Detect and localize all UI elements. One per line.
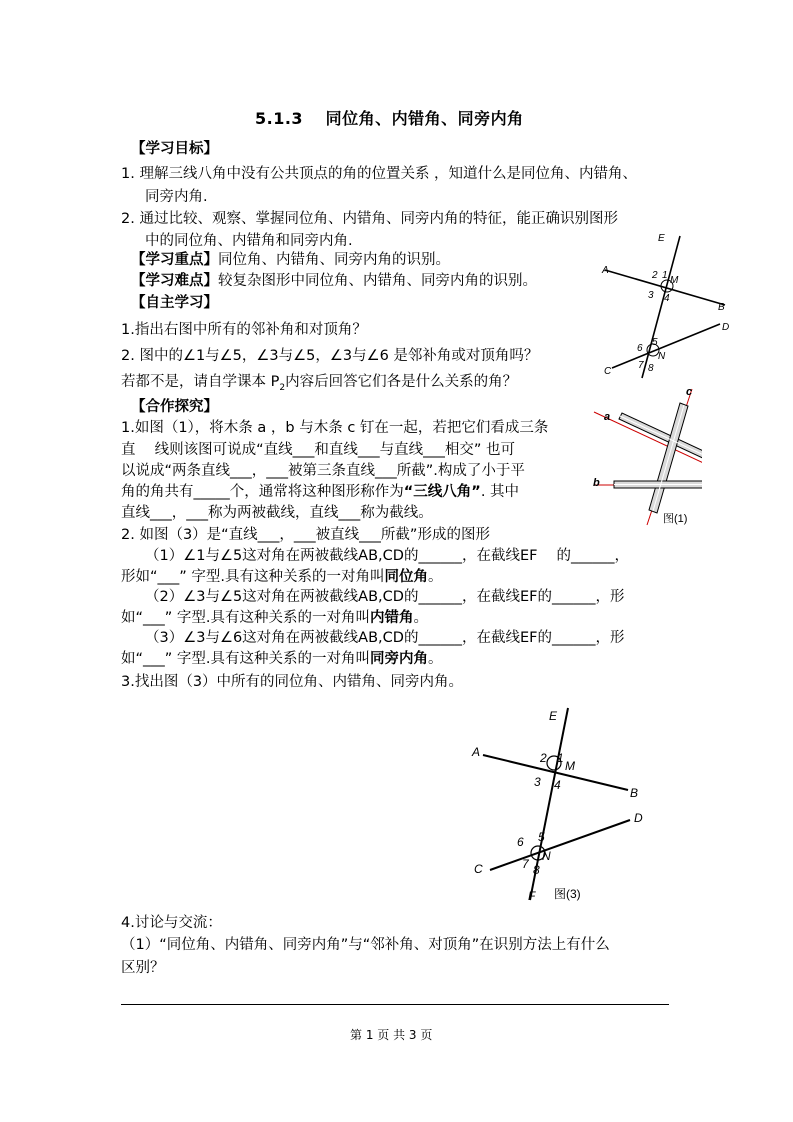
figure-1-wood-strips	[592, 385, 702, 529]
objective-2-line-1: 2. 通过比较、观察、掌握同位角、内错角、同旁内角的特征，能正确识别图形	[121, 211, 618, 227]
fig-top-label-4: 4	[664, 293, 670, 304]
key-point	[131, 250, 450, 270]
discussion-q1-line-1: （1）“同位角、内错角、同旁内角”与“邻补角、对顶角”在识别方法上有什么	[121, 937, 610, 953]
coop-s2-text: 如“___” 字型.具有这种关系的一对角叫	[121, 610, 370, 626]
figure-3	[468, 700, 658, 906]
key-point-text: 同位角、内错角、同旁内角的识别。	[218, 252, 450, 268]
coop-p1-line-4	[121, 482, 519, 502]
difficulty-text: 较复杂图形中同位角、内错角、同旁内角的识别。	[218, 273, 537, 289]
fig-top-label-b: B	[718, 302, 725, 313]
term-same-side-interior-angle: 同旁内角	[370, 651, 428, 667]
objectives-heading: 【学习目标】	[131, 141, 218, 157]
difficulty-label: 【学习难点】	[131, 273, 218, 289]
fig3-caption: 图(3)	[554, 887, 581, 901]
coop-p1-line-4-a: 角的角共有_____个，通常将这种图形称作为	[121, 484, 404, 500]
fig-top-label-m: M	[670, 275, 679, 286]
coop-s1-line-2	[121, 567, 443, 587]
q2-text-c: 内容后回答它们各是什么关系的角？	[285, 374, 518, 390]
self-study-heading: 【自主学习】	[131, 295, 218, 311]
period: 。	[428, 651, 443, 667]
fig1-label-b: b	[593, 477, 600, 489]
fig3-label-4: 4	[554, 778, 561, 792]
fig-top-label-8: 8	[648, 363, 654, 374]
fig-top-label-6: 6	[637, 343, 643, 354]
fig-top-label-e: E	[658, 233, 665, 244]
line-cd	[490, 820, 630, 870]
coop-s3-text: 如“___” 字型.具有这种关系的一对角叫	[121, 651, 370, 667]
coop-s3-line-2	[121, 649, 443, 669]
fig3-label-b: B	[630, 786, 639, 800]
fig-top-label-2: 2	[652, 270, 658, 281]
fig3-label-a: A	[472, 745, 481, 759]
period: 。	[428, 569, 443, 585]
fig3-label-2: 2	[540, 751, 547, 765]
self-study-q1: 1.指出右图中所有的邻补角和对顶角？	[121, 322, 367, 338]
fig-top-label-5: 5	[652, 337, 658, 348]
objective-2-line-2: 中的同位角、内错角和同旁内角.	[145, 233, 353, 249]
fig3-label-n: N	[542, 849, 551, 863]
fig3-label-7: 7	[522, 857, 529, 871]
coop-p1-line-1: 1.如图（1），将木条 a ，b 与木条 c 钉在一起，若把它们看成三条	[121, 420, 549, 436]
page-title: 5.1.3 同位角、内错角、同旁内角	[255, 109, 524, 128]
fig3-label-8: 8	[533, 863, 540, 877]
coop-p3: 3.找出图（3）中所有的同位角、内错角、同旁内角。	[121, 674, 464, 690]
fig3-label-c: C	[474, 862, 483, 876]
period: 。	[413, 610, 428, 626]
coop-s2-line-1: （2）∠3与∠5这对角在两被截线AB,CD的______，在截线EF的______，形	[145, 589, 625, 605]
line-cd	[612, 324, 720, 368]
objective-1-line-2: 同旁内角.	[145, 189, 208, 205]
discussion-q1-line-2: 区别？	[121, 960, 165, 976]
fig3-label-3: 3	[534, 775, 541, 789]
coop-heading: 【合作探究】	[131, 399, 218, 415]
q2-subscript: 2	[279, 382, 286, 393]
coop-s2-line-2	[121, 608, 428, 628]
coop-p1-line-2: 直 线则该图可说成“直线___和直线___与直线___相交” 也可	[121, 442, 515, 458]
fig1-label-a: a	[604, 411, 611, 423]
term-corresponding-angle: 同位角	[384, 569, 428, 585]
fig3-label-6: 6	[517, 835, 524, 849]
difficulty	[131, 271, 537, 291]
three-lines-eight-angles: “三线八角”	[403, 484, 481, 500]
coop-s3-line-1: （3）∠3与∠6这对角在两被截线AB,CD的______，在截线EF的______，形	[145, 630, 625, 646]
objective-1-line-1: 1. 理解三线八角中没有公共顶点的角的位置关系 ，知道什么是同位角、内错角、	[121, 166, 638, 182]
footer-rule	[121, 1004, 669, 1005]
fig-top-label-c: C	[604, 366, 612, 377]
fig3-label-e: E	[549, 709, 558, 723]
fig-top-label-n: N	[658, 351, 666, 362]
fig3-label-1: 1	[557, 751, 564, 765]
fig-top-label-a: A	[602, 265, 609, 276]
fig-top-label-1: 1	[662, 270, 668, 281]
fig-top-label-7: 7	[638, 360, 644, 371]
fig3-label-d: D	[634, 811, 643, 825]
coop-p1-line-3: 以说成“两条直线___，___被第三条直线___所截”.构成了小于平	[121, 463, 525, 479]
fig3-label-f: F	[528, 889, 536, 903]
discussion-heading: 4.讨论与交流：	[121, 915, 222, 931]
term-alternate-interior-angle: 内错角	[370, 610, 414, 626]
q2-text-a: 若都不是，请自学课本 P	[121, 374, 280, 390]
figure-top-right	[600, 228, 740, 380]
fig1-label-c: c	[686, 386, 693, 398]
coop-s1-line-1: （1）∠1与∠5这对角在两被截线AB,CD的______，在截线EF 的______，	[145, 548, 630, 564]
key-point-label: 【学习重点】	[131, 252, 218, 268]
fig1-caption: 图(1)	[663, 513, 688, 525]
coop-p2: 2. 如图（3）是“直线___，___被直线___所截”形成的图形	[121, 527, 490, 543]
self-study-q2-line-1: 2. 图中的∠1与∠5，∠3与∠5，∠3与∠6 是邻补角或对顶角吗？	[121, 348, 539, 364]
fig-top-label-3: 3	[648, 290, 654, 301]
self-study-q2-line-2	[121, 372, 517, 398]
coop-p1-line-4-c: . 其中	[480, 484, 520, 500]
coop-s1-text: 形如“___” 字型.具有这种关系的一对角叫	[121, 569, 385, 585]
fig3-label-m: M	[565, 759, 575, 773]
page-footer: 第 1 页 共 3 页	[350, 1028, 433, 1042]
fig-top-label-d: D	[722, 322, 730, 333]
strip-a	[619, 413, 702, 460]
fig3-label-5: 5	[538, 830, 545, 844]
coop-p1-line-5: 直线___，___称为两被截线，直线___称为截线。	[121, 505, 433, 521]
red-line-a	[594, 412, 702, 467]
